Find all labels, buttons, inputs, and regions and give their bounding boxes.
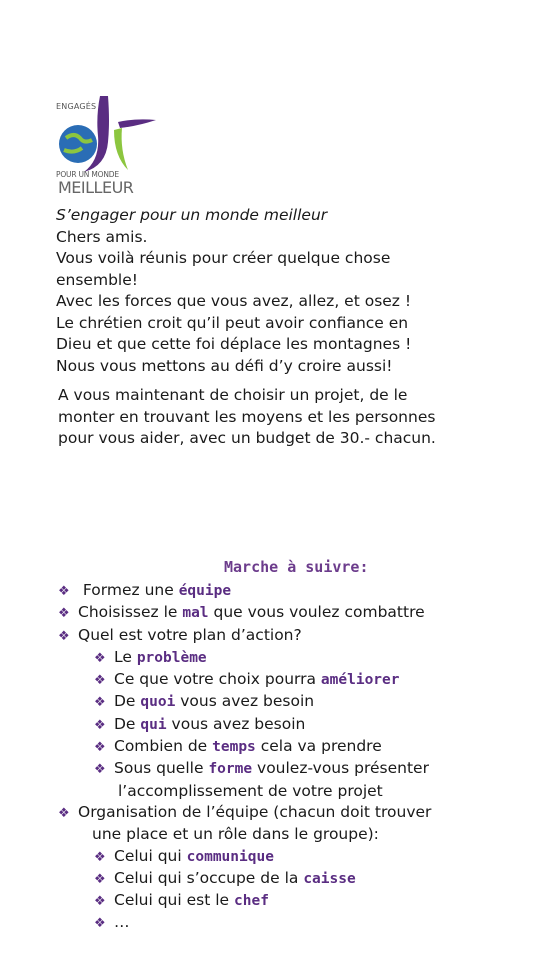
sub-list-item: ❖ Celui qui communique [58,846,431,868]
sub-list-item: ❖ Ce que votre choix pourra améliorer [58,669,431,691]
list-item: ❖ Choisissez le mal que vous voulez combattre [58,602,431,624]
intro-line: Dieu et que cette foi déplace les montagnes ! [56,335,412,353]
paragraph-line: A vous maintenant de choisir un projet, de le [58,386,408,404]
sub-list-item: ❖ De qui vous avez besoin [58,714,431,736]
intro-title: S’engager pour un monde meilleur [56,206,328,224]
list-item: ❖ Formez une équipe [58,580,431,602]
budget-paragraph [58,385,478,450]
diamond-bullet-icon: ❖ [58,628,70,644]
list-item-continuation: une place et un rôle dans le groupe): [92,825,379,844]
keyword: temps [212,739,256,756]
logo-top-text: ENGAGÉS [56,102,97,111]
intro-line: Le chrétien croit qu’il peut avoir confiance en [56,313,409,332]
keyword: caisse [303,870,356,887]
sub-list-item: ❖ … [58,912,431,934]
keyword: problème [136,649,207,666]
intro-line: Vous voilà réunis pour créer quelque chose [56,249,391,267]
diamond-bullet-icon: ❖ [94,717,106,733]
diamond-bullet-icon: ❖ [58,805,70,821]
paragraph-line: monter en trouvant les moyens et les personnes [58,407,436,426]
keyword: améliorer [320,672,400,689]
list-item: ❖ Quel est votre plan d’action? [58,625,431,647]
steps-list [58,580,431,935]
keyword: forme [208,761,253,778]
diamond-bullet-icon: ❖ [94,871,106,887]
keyword: mal [182,605,209,622]
diamond-bullet-icon: ❖ [94,916,106,932]
diamond-bullet-icon: ❖ [94,673,106,689]
diamond-bullet-icon: ❖ [58,584,70,599]
keyword: quoi [140,694,176,711]
diamond-bullet-icon: ❖ [94,849,106,865]
sub-list-item: ❖ Combien de temps cela va prendre [58,736,431,758]
keyword: chef [234,893,269,910]
diamond-bullet-icon: ❖ [94,740,106,756]
keyword: qui [140,716,167,733]
sub-list-continuation: l’accomplissement de votre projet [118,781,383,800]
logo-big-text: MEILLEUR [58,178,134,197]
engages-logo [56,92,158,196]
keyword: communique [186,848,274,865]
steps-title: Marche à suivre: [224,558,369,576]
sub-list-item: ❖ Celui qui est le chef [58,890,431,912]
diamond-bullet-icon: ❖ [58,606,70,622]
intro-line: Nous vous mettons au défi d’y croire aussi! [56,356,393,375]
intro-line: Avec les forces que vous avez, allez, et osez ! [56,292,412,310]
diamond-bullet-icon: ❖ [94,695,106,711]
intro-line: Chers amis. [56,227,148,246]
sub-list-item: ❖ De quoi vous avez besoin [58,691,431,713]
sub-list-item: ❖ Sous quelle forme voulez-vous présenter [58,758,431,780]
list-item: ❖ Organisation de l’équipe (chacun doit trouver [58,802,431,824]
diamond-bullet-icon: ❖ [94,762,106,778]
diamond-bullet-icon: ❖ [94,894,106,910]
intro-block [56,205,411,377]
paragraph-line: pour vous aider, avec un budget de 30.- chacun. [58,429,436,447]
sub-list-item: ❖ Le problème [58,647,431,669]
keyword: équipe [178,583,232,599]
sub-list-item: ❖ Celui qui s’occupe de la caisse [58,868,431,890]
intro-line: ensemble! [56,270,138,289]
diamond-bullet-icon: ❖ [94,650,106,666]
logo-mid-text: POUR UN MONDE [56,170,119,179]
